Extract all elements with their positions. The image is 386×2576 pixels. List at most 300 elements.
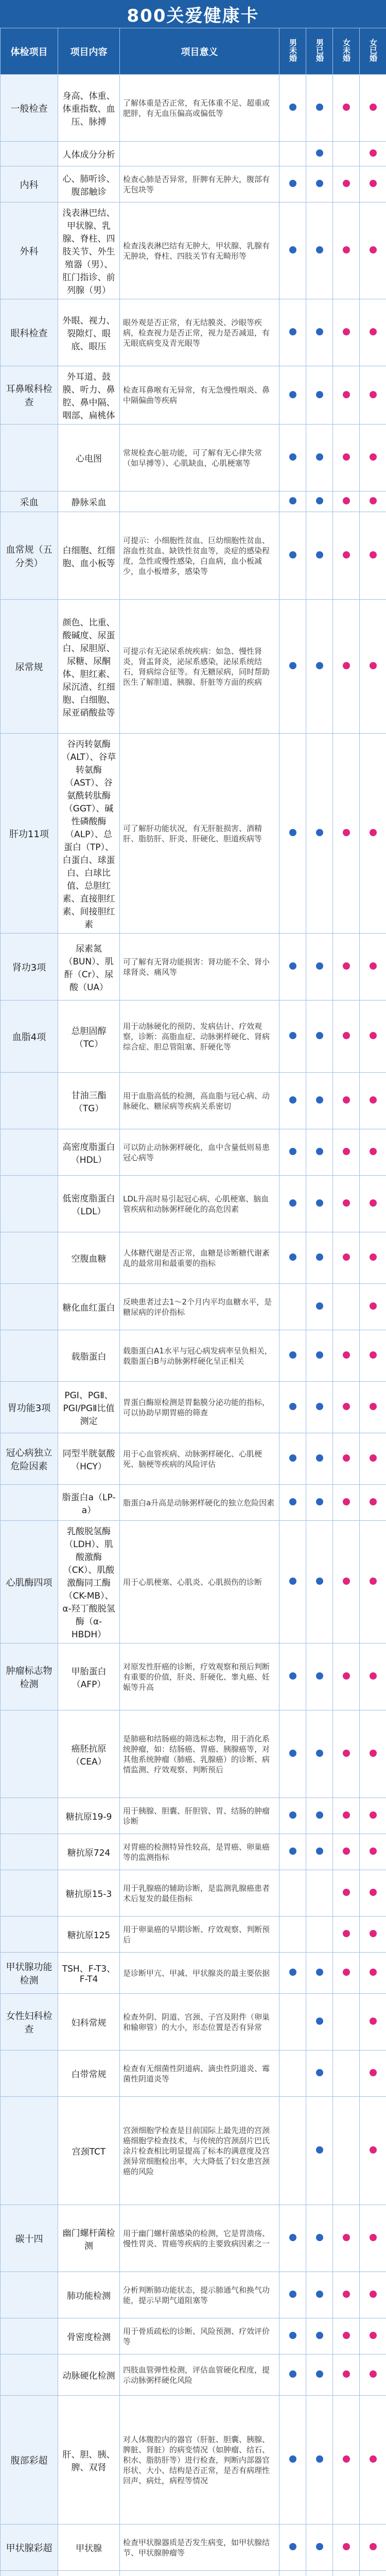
included-dot-icon — [289, 829, 296, 836]
row-meaning: 宫颈细胞学检查是目前国际上最先进的宫颈癌细胞学检查技术，与传统的宫颈刮片巴氏涂片检查相比明显提高了标本的满意度及宫颈异常细胞检出率，大大降低了妇女患宫颈癌的风险 — [120, 2097, 279, 2205]
table-row — [1, 734, 386, 934]
row-meaning: 脂蛋白a升高是动脉粥样硬化的独立危险因素 — [120, 1485, 279, 1521]
row-meaning: 检查有无细菌性阴道病、滴虫性阴道炎、霉菌性阴道炎等 — [120, 2050, 279, 2097]
package-3-cell — [333, 1953, 360, 1994]
included-dot-icon — [370, 328, 377, 335]
row-group — [1, 2097, 58, 2205]
included-dot-icon — [370, 180, 377, 187]
package-1-cell — [279, 75, 306, 142]
row-item: 动脉硬化检测 — [58, 2354, 120, 2396]
row-meaning: 常规检查心脏功能，可了解有无心律失常（如早搏等）、心肌缺血，心肌梗塞等 — [120, 425, 279, 492]
package-3-cell — [333, 366, 360, 425]
row-item: TSH、F-T3、F-T4 — [58, 1953, 120, 1994]
row-item: 身高、体重、体重指数、血压、脉搏 — [58, 75, 120, 142]
included-dot-icon — [316, 1302, 323, 1310]
included-dot-icon — [289, 1969, 296, 1976]
package-2-cell — [306, 75, 333, 142]
row-meaning — [120, 142, 279, 166]
included-dot-icon — [316, 1351, 323, 1359]
row-item: 幽门螺杆菌检测 — [58, 2205, 120, 2272]
package-4-cell — [360, 2318, 386, 2354]
package-3-cell — [333, 1073, 360, 1129]
package-4-cell — [360, 2354, 386, 2396]
row-meaning: 用于骨质疏松的诊断、风险预测、疗效评价等 — [120, 2318, 279, 2354]
row-item: 甘油三酯（TG） — [58, 1073, 120, 1129]
package-4-cell — [360, 1001, 386, 1073]
included-dot-icon — [370, 391, 377, 398]
row-group — [1, 1710, 58, 1798]
included-dot-icon — [370, 829, 377, 836]
included-dot-icon — [370, 2146, 377, 2154]
package-1-cell — [279, 1330, 306, 1382]
package-1-cell — [279, 1798, 306, 1834]
included-dot-icon — [289, 1032, 296, 1039]
row-meaning: 检查外阴、阴道、宫颈、子宫及附件（卵巢和输卵管）的大小，形态位置是否有异常 — [120, 1994, 279, 2050]
checkup-table — [0, 28, 386, 2576]
package-3-cell — [333, 934, 360, 1001]
row-group — [1, 1284, 58, 1330]
package-1-cell — [279, 142, 306, 166]
package-2-cell — [306, 1953, 333, 1994]
row-group — [1, 1485, 58, 1521]
included-dot-icon — [343, 497, 350, 504]
package-4-cell — [360, 1232, 386, 1284]
row-group — [1, 142, 58, 166]
included-dot-icon — [370, 246, 377, 253]
included-dot-icon — [316, 2146, 323, 2154]
package-4-cell — [360, 1834, 386, 1870]
included-dot-icon — [370, 104, 377, 111]
row-item: 糖化血红蛋白 — [58, 1284, 120, 1330]
row-item: 高密度脂蛋白（HDL） — [58, 1129, 120, 1176]
included-dot-icon — [370, 2332, 377, 2339]
included-dot-icon — [370, 551, 377, 558]
included-dot-icon — [289, 1253, 296, 1261]
package-4-cell — [360, 166, 386, 202]
included-dot-icon — [343, 1403, 350, 1410]
package-1-cell — [279, 1870, 306, 1917]
included-dot-icon — [370, 1672, 377, 1680]
package-2-cell — [306, 1710, 333, 1798]
package-4-cell — [360, 1330, 386, 1382]
included-dot-icon — [343, 962, 350, 970]
package-1-cell — [279, 2354, 306, 2396]
included-dot-icon — [316, 1848, 323, 1855]
package-1-cell — [279, 1073, 306, 1129]
package-2-cell — [306, 2097, 333, 2205]
package-4-cell — [360, 1953, 386, 1994]
included-dot-icon — [370, 1969, 377, 1976]
row-group — [1, 1073, 58, 1129]
package-2-cell — [306, 1433, 333, 1485]
row-item: 心电图 — [58, 425, 120, 492]
package-2-cell — [306, 1129, 333, 1176]
package-1-cell — [279, 2050, 306, 2097]
package-3-cell — [333, 2318, 360, 2354]
table-row — [1, 1330, 386, 1382]
package-1-cell — [279, 2318, 306, 2354]
included-dot-icon — [343, 551, 350, 558]
included-dot-icon — [289, 2455, 296, 2463]
included-dot-icon — [289, 1351, 296, 1359]
package-1-cell — [279, 1176, 306, 1232]
table-row — [1, 1870, 386, 1917]
included-dot-icon — [343, 2455, 350, 2463]
table-row — [1, 492, 386, 512]
package-2-cell — [306, 934, 333, 1001]
header-package-1: 男未婚 — [279, 28, 306, 75]
row-meaning: 用于动脉硬化的预防、发病估计、疗效观察，诊断：高脂血症、动脉粥样硬化、肾病综合症、胆总管阻塞、肝硬化等 — [120, 1001, 279, 1073]
row-group — [1, 1917, 58, 1953]
package-3-cell — [333, 142, 360, 166]
table-row — [1, 1485, 386, 1521]
package-2-cell — [306, 734, 333, 934]
row-meaning: 载脂蛋白A1水平与冠心病发病率呈负相关，载脂蛋白B与动脉粥样硬化呈正相关 — [120, 1330, 279, 1382]
package-2-cell — [306, 2050, 333, 2097]
row-item: 静脉采血 — [58, 492, 120, 512]
table-row — [1, 1917, 386, 1953]
package-4-cell — [360, 1129, 386, 1176]
row-item: 妇科常规 — [58, 1994, 120, 2050]
package-2-cell — [306, 299, 333, 366]
row-meaning: 对人体腹腔内的器官（肝脏、胆囊、胰腺、脾脏、肾脏）的病变情况（如肿瘤、结石、积水、脂肪肝等）进行检查，判断内部器官形状、大小、结构是否正常，是否有病理性回声、病灶，病程等情况 — [120, 2396, 279, 2524]
included-dot-icon — [343, 1454, 350, 1462]
row-group: 血脂4项 — [1, 1001, 58, 1073]
package-4-cell — [360, 1994, 386, 2050]
package-1-cell — [279, 202, 306, 299]
table-row — [1, 1433, 386, 1485]
package-1-cell — [279, 1485, 306, 1521]
included-dot-icon — [343, 2332, 350, 2339]
table-row — [1, 1710, 386, 1798]
row-item: 人体成分分析 — [58, 142, 120, 166]
table-row — [1, 1643, 386, 1710]
included-dot-icon — [316, 2543, 323, 2550]
row-meaning: 可了解有无肾功能损害：肾功能不全、肾小球肾炎、痛风等 — [120, 934, 279, 1001]
included-dot-icon — [316, 1498, 323, 1505]
table-row — [1, 1176, 386, 1232]
included-dot-icon — [289, 2543, 296, 2550]
package-4-cell — [360, 734, 386, 934]
included-dot-icon — [343, 662, 350, 669]
included-dot-icon — [316, 2069, 323, 2076]
package-4-cell — [360, 492, 386, 512]
package-4-cell — [360, 2050, 386, 2097]
table-row — [1, 1284, 386, 1330]
included-dot-icon — [289, 2332, 296, 2339]
package-2-cell — [306, 1284, 333, 1330]
included-dot-icon — [316, 962, 323, 970]
package-2-cell — [306, 1001, 333, 1073]
table-row — [1, 2571, 386, 2576]
package-2-cell — [306, 2524, 333, 2571]
row-item: 糖抗原15-3 — [58, 1870, 120, 1917]
included-dot-icon — [370, 1930, 377, 1937]
included-dot-icon — [370, 1498, 377, 1505]
row-meaning: 用于卵巢癌的早期诊断、疗效观察、判断预后 — [120, 1917, 279, 1953]
package-2-cell — [306, 2571, 333, 2576]
package-4-cell — [360, 1485, 386, 1521]
included-dot-icon — [343, 1930, 350, 1937]
package-3-cell — [333, 1232, 360, 1284]
package-3-cell — [333, 1382, 360, 1433]
included-dot-icon — [370, 497, 377, 504]
package-4-cell — [360, 2097, 386, 2205]
package-3-cell — [333, 2050, 360, 2097]
package-3-cell — [333, 1834, 360, 1870]
package-4-cell — [360, 299, 386, 366]
included-dot-icon — [370, 1096, 377, 1104]
included-dot-icon — [343, 391, 350, 398]
package-2-cell — [306, 1176, 333, 1232]
included-dot-icon — [343, 1848, 350, 1855]
table-row — [1, 2318, 386, 2354]
included-dot-icon — [343, 1032, 350, 1039]
row-item: 甲胎蛋白（AFP） — [58, 1643, 120, 1710]
included-dot-icon — [289, 1811, 296, 1819]
row-meaning: 用于血脂高低的检测，高血脂与冠心病、动脉硬化、糖尿病等疾病关系密切 — [120, 1073, 279, 1129]
row-group — [1, 425, 58, 492]
included-dot-icon — [316, 2332, 323, 2339]
included-dot-icon — [316, 1096, 323, 1104]
included-dot-icon — [370, 2543, 377, 2550]
package-3-cell — [333, 1284, 360, 1330]
row-item: PGⅠ、PGⅡ、PGⅠ/PGⅡ比值测定 — [58, 1382, 120, 1433]
included-dot-icon — [316, 1403, 323, 1410]
table-row — [1, 2272, 386, 2318]
row-group — [1, 1176, 58, 1232]
row-item: 空腹血糖 — [58, 1232, 120, 1284]
package-1-cell — [279, 2097, 306, 2205]
row-meaning: 对胃癌的检测特异性较高，是胃癌、卵巢癌等的监测指标 — [120, 1834, 279, 1870]
row-group: 甲状腺功能检测 — [1, 1953, 58, 1994]
included-dot-icon — [316, 1253, 323, 1261]
header-package-4: 女已婚 — [360, 28, 386, 75]
package-4-cell — [360, 1073, 386, 1129]
row-meaning: 是诊断甲亢、甲减、甲状腺炎的最主要依据 — [120, 1953, 279, 1994]
header-group: 体检项目 — [1, 28, 58, 75]
table-row — [1, 1073, 386, 1129]
package-1-cell — [279, 166, 306, 202]
table-row — [1, 202, 386, 299]
row-group: 内科 — [1, 166, 58, 202]
package-3-cell — [333, 2571, 360, 2576]
header-meaning: 项目意义 — [120, 28, 279, 75]
row-group: 肝功11项 — [1, 734, 58, 934]
row-meaning: 四肢血管弹性检测，评估血管硬化程度，提示动脉粥样硬化风险 — [120, 2354, 279, 2396]
package-4-cell — [360, 142, 386, 166]
included-dot-icon — [316, 1454, 323, 1462]
package-2-cell — [306, 202, 333, 299]
package-4-cell — [360, 202, 386, 299]
row-meaning: 可提示：小细胞性贫血、巨幼细胞性贫血、溶血性贫血、缺铁性贫血等，炎症的感染程度，急性或慢性感染，白血病，血小板减少，血小板增多，感染等 — [120, 512, 279, 600]
package-3-cell — [333, 1870, 360, 1917]
included-dot-icon — [289, 2234, 296, 2241]
included-dot-icon — [370, 453, 377, 461]
table-row — [1, 1382, 386, 1433]
package-1-cell — [279, 2205, 306, 2272]
package-1-cell — [279, 1710, 306, 1798]
package-4-cell — [360, 600, 386, 734]
included-dot-icon — [316, 180, 323, 187]
package-2-cell — [306, 2354, 333, 2396]
included-dot-icon — [370, 1253, 377, 1261]
package-3-cell — [333, 1710, 360, 1798]
included-dot-icon — [289, 962, 296, 970]
row-group — [1, 1834, 58, 1870]
included-dot-icon — [370, 1032, 377, 1039]
package-3-cell — [333, 1485, 360, 1521]
included-dot-icon — [316, 2291, 323, 2298]
package-2-cell — [306, 1382, 333, 1433]
row-group: 一般检查 — [1, 75, 58, 142]
included-dot-icon — [370, 149, 377, 157]
table-row — [1, 2354, 386, 2396]
included-dot-icon — [343, 1672, 350, 1680]
included-dot-icon — [289, 1148, 296, 1155]
header-item: 项目内容 — [58, 28, 120, 75]
row-item — [58, 2571, 120, 2576]
included-dot-icon — [289, 662, 296, 669]
package-1-cell — [279, 1643, 306, 1710]
included-dot-icon — [370, 1454, 377, 1462]
row-group — [1, 1232, 58, 1284]
included-dot-icon — [370, 1403, 377, 1410]
included-dot-icon — [370, 1811, 377, 1819]
row-item: 糖抗原125 — [58, 1917, 120, 1953]
row-meaning: 对原发性肝癌的诊断，疗效观察和预后判断有重要的价值，肝炎、肝硬化、睾丸癌、妊娠等升高 — [120, 1643, 279, 1710]
table-row — [1, 1001, 386, 1073]
table-header — [1, 28, 386, 75]
included-dot-icon — [316, 1672, 323, 1680]
included-dot-icon — [370, 2370, 377, 2378]
package-4-cell — [360, 934, 386, 1001]
row-item: 骨密度检测 — [58, 2318, 120, 2354]
package-1-cell — [279, 934, 306, 1001]
package-4-cell — [360, 1643, 386, 1710]
table-row — [1, 299, 386, 366]
table-row — [1, 2050, 386, 2097]
table-row — [1, 1834, 386, 1870]
package-2-cell — [306, 425, 333, 492]
package-3-cell — [333, 1433, 360, 1485]
included-dot-icon — [343, 1351, 350, 1359]
package-4-cell — [360, 2205, 386, 2272]
included-dot-icon — [316, 328, 323, 335]
package-2-cell — [306, 366, 333, 425]
row-group: 采血 — [1, 492, 58, 512]
package-4-cell — [360, 2571, 386, 2576]
package-3-cell — [333, 1798, 360, 1834]
package-4-cell — [360, 2272, 386, 2318]
package-4-cell — [360, 1176, 386, 1232]
row-item: 乳酸脱氢酶（LDH）、肌酸激酶（CK）、肌酸激酶同工酶（CK-MB）、α-羟丁酸脱氢酶（α-HBDH） — [58, 1521, 120, 1643]
included-dot-icon — [289, 453, 296, 461]
row-group — [1, 1798, 58, 1834]
included-dot-icon — [316, 662, 323, 669]
included-dot-icon — [370, 2291, 377, 2298]
included-dot-icon — [343, 2543, 350, 2550]
package-3-cell — [333, 1994, 360, 2050]
included-dot-icon — [289, 1498, 296, 1505]
package-4-cell — [360, 1798, 386, 1834]
included-dot-icon — [343, 2291, 350, 2298]
row-group: 冠心病独立危险因素 — [1, 1433, 58, 1485]
table-row — [1, 1994, 386, 2050]
row-item: 白带常规 — [58, 2050, 120, 2097]
package-1-cell — [279, 1129, 306, 1176]
package-4-cell — [360, 2396, 386, 2524]
row-group: 血常规（五分类） — [1, 512, 58, 600]
package-2-cell — [306, 1643, 333, 1710]
package-1-cell — [279, 1001, 306, 1073]
package-2-cell — [306, 492, 333, 512]
package-1-cell — [279, 1834, 306, 1870]
row-group: 肾功3项 — [1, 934, 58, 1001]
included-dot-icon — [343, 328, 350, 335]
row-item: 白细胞、红细胞、血小板等 — [58, 512, 120, 600]
included-dot-icon — [316, 246, 323, 253]
package-3-cell — [333, 2272, 360, 2318]
row-meaning: 人体糖代谢是否正常，血糖是诊断糖代谢紊乱的最常用和最重要的指标 — [120, 1232, 279, 1284]
included-dot-icon — [289, 497, 296, 504]
table-row — [1, 1953, 386, 1994]
row-group: 心肌酶四项 — [1, 1521, 58, 1643]
row-meaning: 用于心血管疾病、动脉粥样硬化、心肌梗死、脑梗等疾病的风险评估 — [120, 1433, 279, 1485]
included-dot-icon — [316, 2370, 323, 2378]
table-row — [1, 2097, 386, 2205]
included-dot-icon — [370, 2234, 377, 2241]
package-2-cell — [306, 1994, 333, 2050]
package-1-cell — [279, 2571, 306, 2576]
row-item: 颜色、比重、酸碱度、尿蛋白、尿胆原、尿糖、尿酮体、胆红素、尿沉渣、红细胞、白细胞、尿亚硝酸盐等 — [58, 600, 120, 734]
table-row — [1, 166, 386, 202]
package-4-cell — [360, 512, 386, 600]
row-group — [1, 1330, 58, 1382]
included-dot-icon — [316, 2018, 323, 2025]
included-dot-icon — [343, 180, 350, 187]
included-dot-icon — [343, 1578, 350, 1585]
package-1-cell — [279, 600, 306, 734]
package-2-cell — [306, 142, 333, 166]
included-dot-icon — [316, 1578, 323, 1585]
row-item: 肝、胆、胰、脾、双肾 — [58, 2396, 120, 2524]
package-3-cell — [333, 75, 360, 142]
package-2-cell — [306, 1870, 333, 1917]
package-1-cell — [279, 2396, 306, 2524]
package-2-cell — [306, 1521, 333, 1643]
row-item: 糖抗原19-9 — [58, 1798, 120, 1834]
package-3-cell — [333, 1521, 360, 1643]
row-meaning: 用于心肌梗塞、心肌炎、心肌损伤的诊断 — [120, 1521, 279, 1643]
included-dot-icon — [289, 246, 296, 253]
package-3-cell — [333, 202, 360, 299]
page-title: 800关爱健康卡 — [0, 0, 386, 28]
row-group — [1, 2571, 58, 2576]
row-meaning: 检查耳鼻喉有无异常，有无急慢性咽炎、鼻中隔偏曲等疾病 — [120, 366, 279, 425]
package-1-cell — [279, 1232, 306, 1284]
row-group: 尿常规 — [1, 600, 58, 734]
row-group: 外科 — [1, 202, 58, 299]
package-2-cell — [306, 1798, 333, 1834]
package-2-cell — [306, 1232, 333, 1284]
included-dot-icon — [316, 2455, 323, 2463]
included-dot-icon — [316, 551, 323, 558]
package-3-cell — [333, 734, 360, 934]
package-2-cell — [306, 2272, 333, 2318]
included-dot-icon — [343, 829, 350, 836]
included-dot-icon — [289, 180, 296, 187]
